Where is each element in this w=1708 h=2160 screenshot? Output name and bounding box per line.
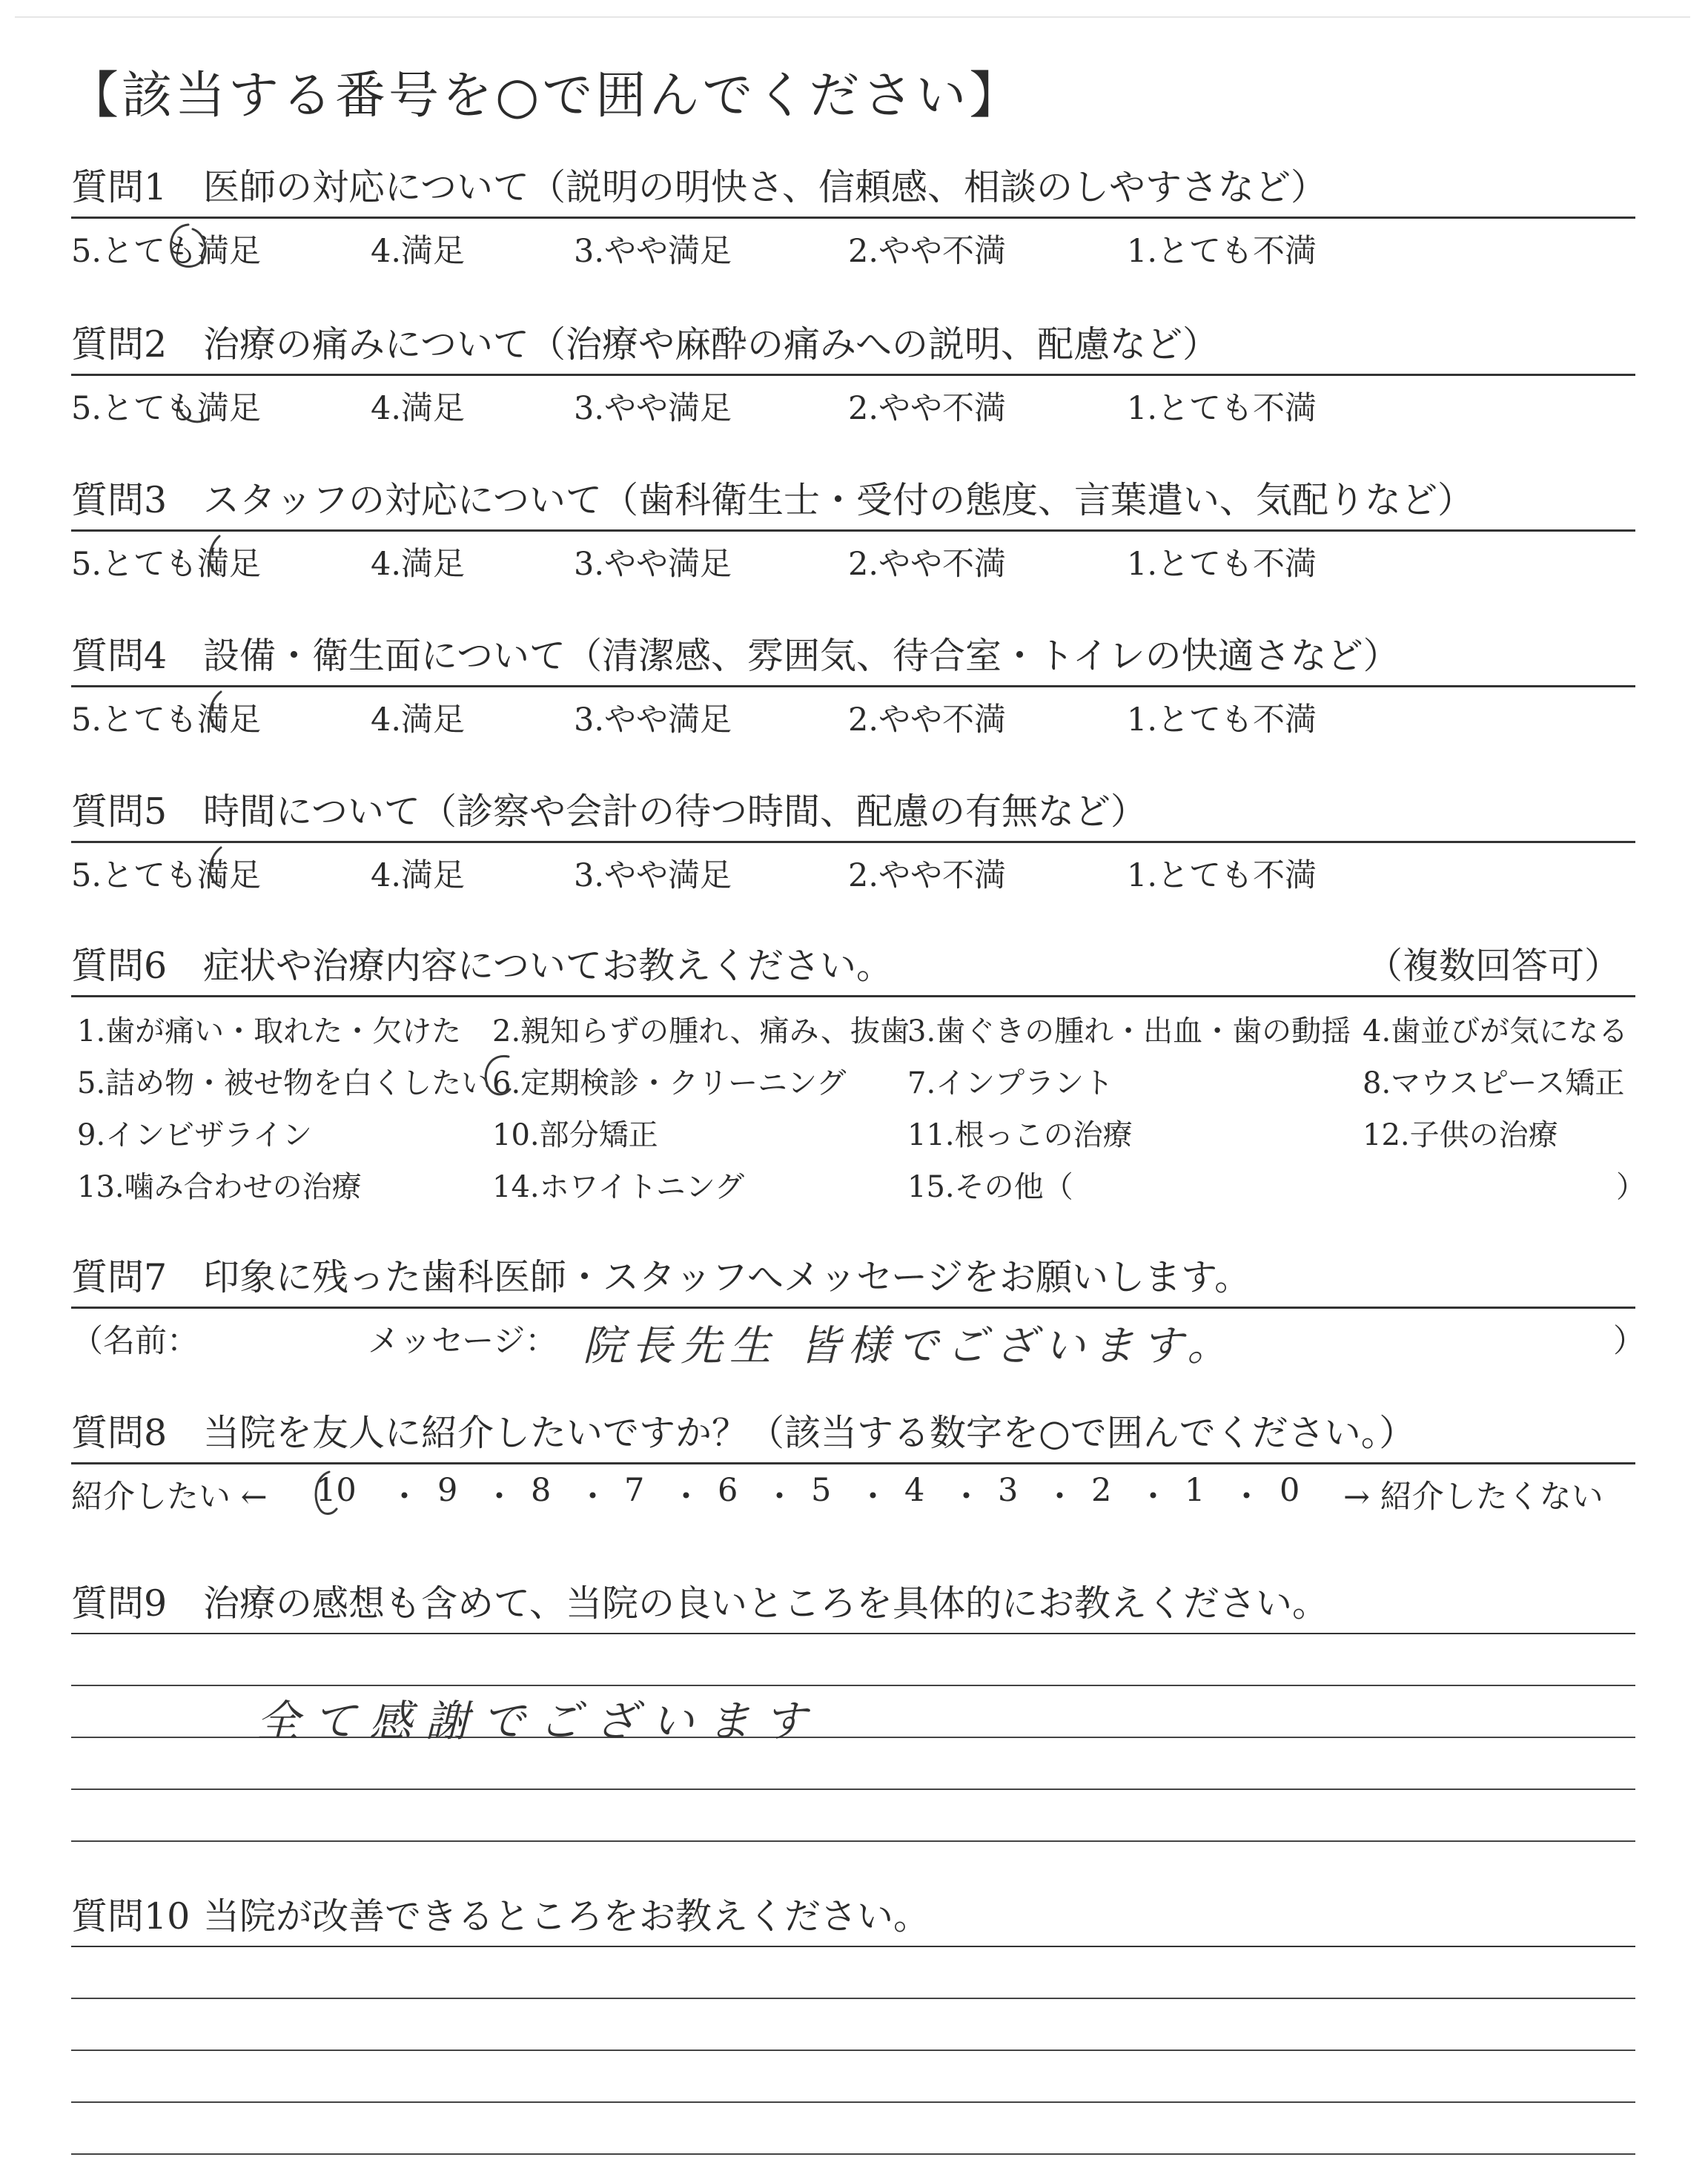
scale-8[interactable]: 8: [531, 1472, 552, 1509]
multiple-answer-note: （複数回答可）: [1366, 945, 1621, 987]
treatment-option[interactable]: 7.インプラント: [907, 1066, 1114, 1100]
scale-separator: ・: [950, 1479, 982, 1516]
divider: [71, 1633, 1635, 1634]
answer-lines[interactable]: [71, 1685, 1635, 1842]
answer-line: [71, 1840, 1635, 1842]
treatment-option[interactable]: 2.親知らずの腫れ、痛み、抜歯: [492, 1014, 910, 1048]
scale-separator: ・: [764, 1479, 795, 1516]
handwritten-message[interactable]: 院長先生 皆様でございます。: [583, 1322, 1237, 1370]
option-2[interactable]: 2.やや不満: [848, 546, 1007, 583]
question-10: [71, 1895, 1635, 2155]
question-text: 印象に残った歯科医師・スタッフへメッセージをお願いします。: [203, 1256, 1251, 1298]
option-1[interactable]: 1.とても不満: [1127, 390, 1317, 427]
question-number: 質問2: [71, 323, 168, 366]
scale-5[interactable]: 5: [811, 1472, 832, 1509]
question-number: 質問6: [71, 945, 168, 987]
scale-10[interactable]: 10: [316, 1472, 357, 1509]
treatment-option[interactable]: 3.歯ぐきの腫れ・出血・歯の動揺: [907, 1014, 1351, 1048]
divider: [71, 1307, 1635, 1309]
scale-separator: ・: [388, 1479, 420, 1516]
question-text: 時間について（診察や会計の待つ時間、配慮の有無など）: [203, 790, 1148, 833]
message-close-paren: ）: [1613, 1323, 1645, 1360]
question-number: 質問4: [71, 635, 168, 677]
question-number: 質問3: [71, 479, 168, 521]
option-2[interactable]: 2.やや不満: [848, 390, 1007, 427]
divider: [71, 995, 1635, 997]
treatment-option[interactable]: 13.噛み合わせの治療: [77, 1170, 362, 1204]
message-label: メッセージ：: [368, 1323, 557, 1360]
question-number: 質問9: [71, 1582, 168, 1625]
name-label: （名前：: [71, 1323, 199, 1360]
question-text: 設備・衛生面について（清潔感、雰囲気、待合室・トイレの快適さなど）: [203, 635, 1400, 677]
divider: [71, 529, 1635, 532]
treatment-option[interactable]: 1.歯が痛い・取れた・欠けた: [77, 1014, 462, 1048]
option-2[interactable]: 2.やや不満: [848, 701, 1007, 739]
question-text: 当院が改善できるところをお教えください。: [203, 1895, 930, 1938]
page-top-edge: [15, 16, 1690, 18]
option-5[interactable]: 5.とても満足: [71, 701, 262, 739]
treatment-option[interactable]: 4.歯並びが気になる: [1363, 1014, 1629, 1048]
question-6: [71, 945, 1646, 1223]
scale-separator: ・: [1231, 1479, 1262, 1516]
treatment-option[interactable]: 8.マウスピース矯正: [1363, 1066, 1625, 1100]
option-5[interactable]: 5.とても満足: [71, 390, 262, 427]
treatment-options: [71, 1008, 1646, 1223]
divider: [71, 1462, 1635, 1464]
option-5[interactable]: 5.とても満足: [71, 857, 262, 894]
question-4: [71, 635, 1635, 739]
scale-1[interactable]: 1: [1185, 1472, 1205, 1509]
treatment-option[interactable]: 11.根っこの治療: [907, 1118, 1133, 1152]
question-1: [71, 166, 1635, 271]
option-4[interactable]: 4.満足: [371, 857, 466, 894]
scale-0[interactable]: 0: [1280, 1472, 1300, 1509]
question-number: 質問5: [71, 790, 168, 833]
divider: [71, 1946, 1635, 1947]
satisfaction-options: [71, 226, 1635, 271]
option-1[interactable]: 1.とても不満: [1127, 546, 1317, 583]
other-close-paren: ）: [1616, 1170, 1646, 1204]
treatment-option[interactable]: 5.詰め物・被せ物を白くしたい: [77, 1066, 491, 1100]
divider: [71, 374, 1635, 376]
option-5[interactable]: 5.とても満足: [71, 233, 262, 270]
answer-line: [71, 2101, 1635, 2103]
answer-lines[interactable]: [71, 1998, 1635, 2155]
treatment-option[interactable]: 14.ホワイトニング: [492, 1170, 745, 1204]
question-text: 治療の痛みについて（治療や麻酔の痛みへの説明、配慮など）: [203, 323, 1219, 366]
answer-line: [71, 1789, 1635, 1790]
option-3[interactable]: 3.やや満足: [574, 233, 732, 270]
scale-separator: ・: [1137, 1479, 1169, 1516]
option-1[interactable]: 1.とても不満: [1127, 701, 1317, 739]
answer-line: [71, 2153, 1635, 2155]
question-text: 症状や治療内容についてお教えください。: [203, 945, 893, 987]
handwritten-answer[interactable]: 全て感謝でございます: [256, 1696, 821, 1746]
question-3: [71, 479, 1635, 584]
scale-4[interactable]: 4: [904, 1472, 925, 1509]
question-text: 治療の感想も含めて、当院の良いところを具体的にお教えください。: [203, 1582, 1329, 1625]
scale-separator: ・: [857, 1479, 889, 1516]
treatment-option[interactable]: 6.定期検診・クリーニング: [492, 1066, 847, 1100]
satisfaction-options: [71, 383, 1635, 428]
question-text: 当院を友人に紹介したいですか？（該当する数字を○で囲んでください。）: [203, 1412, 1416, 1454]
option-4[interactable]: 4.満足: [371, 233, 466, 270]
option-3[interactable]: 3.やや満足: [574, 546, 732, 583]
satisfaction-options: [71, 539, 1635, 584]
option-5[interactable]: 5.とても満足: [71, 546, 262, 583]
question-text: スタッフの対応について（歯科衛生士・受付の態度、言葉遣い、気配りなど）: [203, 479, 1474, 521]
treatment-option[interactable]: 9.インビザライン: [77, 1118, 312, 1152]
option-3[interactable]: 3.やや満足: [574, 701, 732, 739]
divider: [71, 685, 1635, 687]
option-3[interactable]: 3.やや満足: [574, 390, 732, 427]
option-4[interactable]: 4.満足: [371, 701, 466, 739]
question-number: 質問10: [71, 1895, 191, 1938]
option-4[interactable]: 4.満足: [371, 390, 466, 427]
question-7: [71, 1256, 1645, 1370]
option-1[interactable]: 1.とても不満: [1127, 233, 1317, 270]
option-4[interactable]: 4.満足: [371, 546, 466, 583]
satisfaction-options: [71, 695, 1635, 739]
scale-separator: ・: [1044, 1479, 1076, 1516]
scale-2[interactable]: 2: [1091, 1472, 1112, 1509]
question-8: [71, 1412, 1635, 1516]
recommend-scale: [71, 1472, 1635, 1516]
question-2: [71, 323, 1635, 428]
question-9: [71, 1582, 1635, 1842]
scale-7[interactable]: 7: [624, 1472, 645, 1509]
treatment-option[interactable]: 10.部分矯正: [492, 1118, 658, 1152]
scale-6[interactable]: 6: [718, 1472, 738, 1509]
question-5: [71, 790, 1635, 895]
scale-right-label: → 紹介したくない: [1343, 1479, 1603, 1516]
divider: [71, 217, 1635, 219]
scale-separator: ・: [577, 1479, 609, 1516]
answer-line: [71, 2050, 1635, 2051]
question-text: 医師の対応について（説明の明快さ、信頼感、相談のしやすさなど）: [203, 166, 1328, 208]
treatment-option[interactable]: 15.その他（: [907, 1170, 1073, 1204]
scale-9[interactable]: 9: [437, 1472, 458, 1509]
question-number: 質問7: [71, 1256, 168, 1298]
option-3[interactable]: 3.やや満足: [574, 857, 732, 894]
option-2[interactable]: 2.やや不満: [848, 233, 1007, 270]
scale-separator: ・: [483, 1479, 515, 1516]
scale-3[interactable]: 3: [998, 1472, 1019, 1509]
answer-line: [71, 1998, 1635, 1999]
message-row: [71, 1316, 1645, 1370]
treatment-option[interactable]: 12.子供の治療: [1363, 1118, 1558, 1152]
option-2[interactable]: 2.やや不満: [848, 857, 1007, 894]
satisfaction-options: [71, 851, 1635, 895]
scale-separator: ・: [670, 1479, 702, 1516]
question-number: 質問1: [71, 166, 168, 208]
option-1[interactable]: 1.とても不満: [1127, 857, 1317, 894]
form-title: 【該当する番号を○で囲んでください】: [68, 67, 1023, 125]
question-number: 質問8: [71, 1412, 168, 1454]
divider: [71, 841, 1635, 843]
scale-left-label: 紹介したい ←: [71, 1479, 268, 1516]
